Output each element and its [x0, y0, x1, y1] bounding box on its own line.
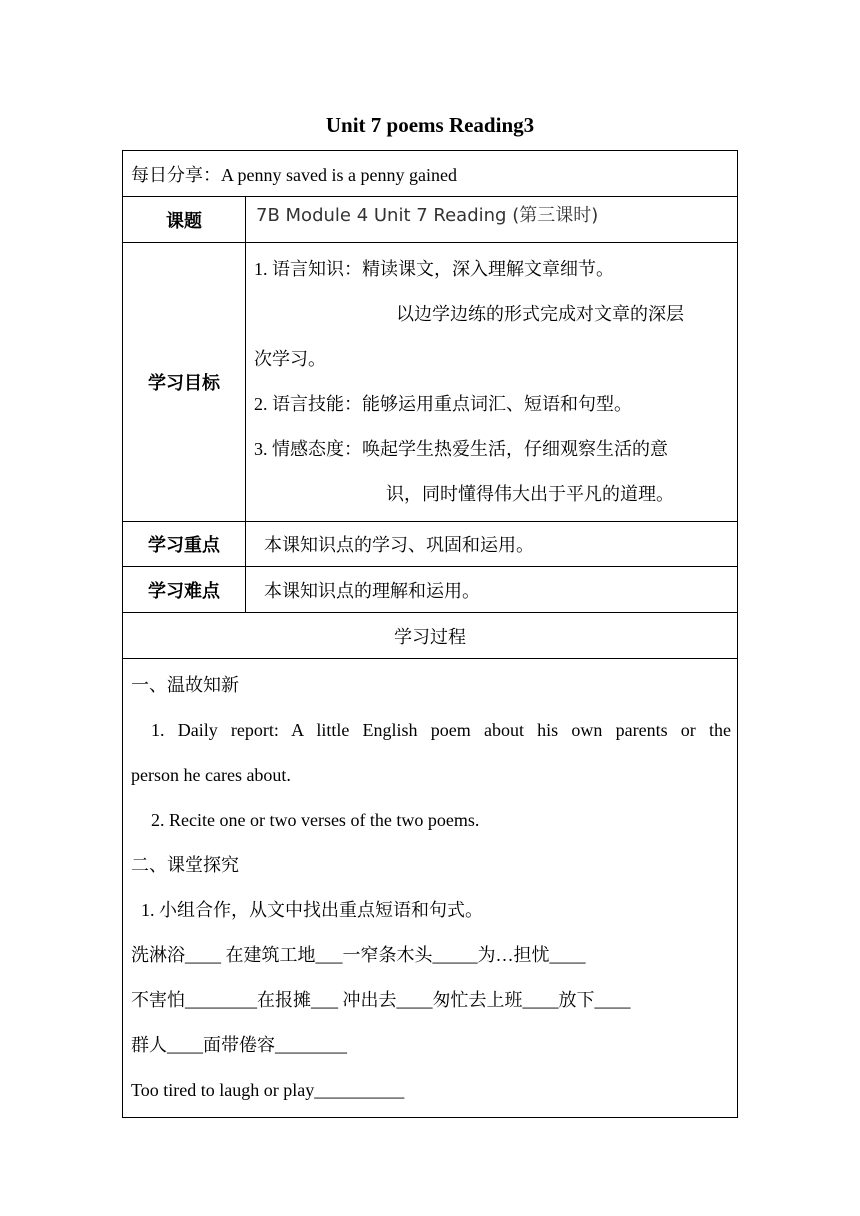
process-text: person he cares about. [131, 765, 291, 785]
process-text: 1. Daily report: A little English poem about his own parents or the [151, 720, 731, 740]
objectives-label: 学习目标 [123, 243, 246, 522]
difficulties-row [123, 567, 738, 613]
process-text: 1. 小组合作，从文中找出重点短语和句式。 [141, 900, 483, 920]
topic-value: 7B Module 4 Unit 7 Reading (第三课时) [246, 197, 738, 243]
objective-line: 1. 语言知识：精读课文，深入理解文章细节。 [254, 259, 614, 279]
daily-share: 每日分享：A penny saved is a penny gained [123, 151, 738, 197]
difficulties-label: 学习难点 [123, 567, 246, 613]
lesson-plan-table [122, 150, 738, 1118]
process-header-row [123, 613, 738, 659]
section-title: 一、温故知新 [131, 675, 239, 695]
section-title: 二、课堂探究 [131, 855, 239, 875]
phrase-line: 群人____面带倦容________ [131, 1035, 347, 1055]
topic-label: 课题 [123, 197, 246, 243]
process-row [123, 659, 738, 1118]
objectives-row [123, 243, 738, 522]
daily-share-row [123, 151, 738, 197]
topic-row [123, 197, 738, 243]
process-text: 2. Recite one or two verses of the two poems. [151, 810, 480, 830]
key-points-row [123, 522, 738, 567]
process-content [123, 659, 738, 1118]
page-title: Unit 7 poems Reading3 [325, 113, 535, 137]
key-points-value: 本课知识点的学习、巩固和运用。 [246, 522, 738, 567]
objective-line: 识，同时懂得伟大出于平凡的道理。 [386, 484, 674, 504]
objective-line: 以边学边练的形式完成对文章的深层 [396, 304, 684, 324]
objectives-content [246, 243, 738, 522]
objective-line: 2. 语言技能：能够运用重点词汇、短语和句型。 [254, 394, 632, 414]
key-points-label: 学习重点 [123, 522, 246, 567]
objective-line: 次学习。 [254, 349, 326, 369]
process-header: 学习过程 [123, 613, 738, 659]
phrase-line: 不害怕________在报摊___ 冲出去____匆忙去上班____放下____ [131, 990, 631, 1010]
difficulties-value: 本课知识点的理解和运用。 [246, 567, 738, 613]
objective-line: 3. 情感态度：唤起学生热爱生活，仔细观察生活的意 [254, 439, 668, 459]
phrase-line: 洗淋浴____ 在建筑工地___一窄条木头_____为…担忧____ [131, 945, 586, 965]
phrase-line: Too tired to laugh or play__________ [131, 1080, 405, 1100]
